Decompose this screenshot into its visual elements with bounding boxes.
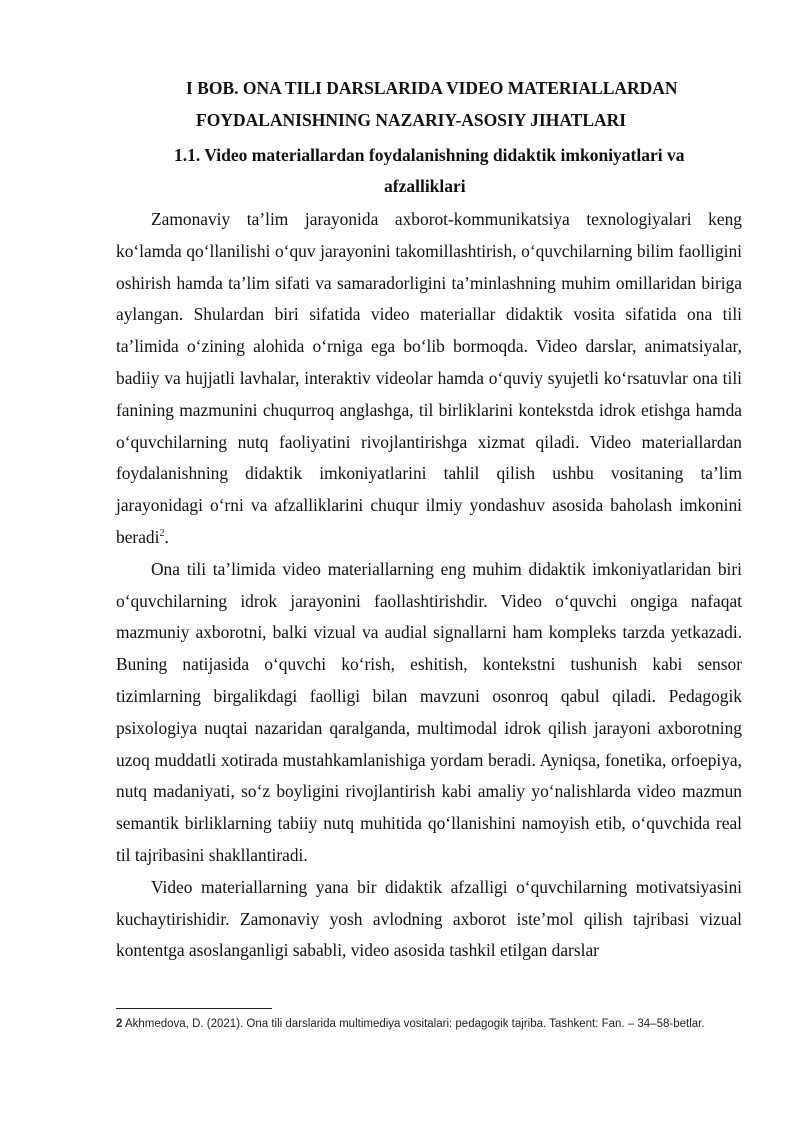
- footnote-text: Akhmedova, D. (2021). Ona tili darslarida multimediya vositalari: pedagogik tajriba. Tashkent: Fan. – 34–58-betlar.: [124, 1018, 705, 1030]
- chapter-title-line-2: FOYDALANISHNING NAZARIY-ASOSIY JIHATLARI: [196, 110, 627, 130]
- paragraph-2: Ona tili ta’limida video materiallarning eng muhim didaktik imkoniyatlaridan biri o‘quvchilarning idrok jarayonini faollashtirishdir. Video o‘quvchi ongiga nafaqat mazmuniy axborotni, balki vizual va audial signallarni ham kompleks tarzda yetkazadi. Buning natijasida o‘quvchi ko‘rish, eshitish, kontekstni tushunish kabi sensor tizimlarning birgalikdagi faolligi bilan mavzuni osonroq qabul qiladi. Pedagogik psixologiya nuqtai nazaridan qaralganda, multimodal idrok qilish jarayoni axborotning uzoq muddatli xotirada mustahkamlanishiga yordam beradi. Ayniqsa, fonetika, orfoepiya, nutq madaniyati, so‘z boyligini rivojlantirish kabi amaliy yo‘nalishlarda video mazmun semantik birliklarning tabiiy nutq muhitida qo‘llanishini namoyish etib, o‘quvchida real til tajribasini shakllantiradi.: [116, 558, 742, 865]
- footnote-separator: [116, 1008, 272, 1009]
- paragraph-1-text: Zamonaviy ta’lim jarayonida axborot-kommunikatsiya texnologiyalari keng ko‘lamda qo‘llanilishi o‘quv jarayonini takomillashtirish, o‘quvchilarning bilim faolligini oshirish hamda ta’lim sifati va samaradorligini ta’minlashning muhim omillaridan biriga aylangan. Shulardan biri sifatida video materiallar didaktik vosita sifatida ona tili ta’limida o‘zining alohida o‘rniga ega bo‘lib bormoqda. Video darslar, animatsiyalar, badiiy va hujjatli lavhalar, interaktiv videolar hamda o‘quviy syujetli ko‘rsatuvlar ona tili fanining mazmunini chuqurroq anglashga, til birliklarini kontekstda idrok etishga hamda o‘quvchilarning nutq faoliyatini rivojlantirishga xizmat qiladi. Video materiallardan foydalanishning didaktik imkoniyatlarini tahlil qilish ushbu vositaning ta’lim jarayonidagi o‘rni va afzalliklarini chuqur ilmiy yondashuv asosida baholash imkonini beradi: [116, 209, 742, 547]
- body-text: [116, 204, 742, 967]
- paragraph-1-end: .: [164, 526, 169, 547]
- footnote-number: 2: [116, 1018, 123, 1030]
- section-title-line-2: afzalliklari: [384, 176, 466, 196]
- section-title-line-1: 1.1. Video materiallardan foydalanishning didaktik imkoniyatlari va: [174, 145, 685, 165]
- paragraph-3: Video materiallarning yana bir didaktik afzalligi o‘quvchilarning motivatsiyasini kuchaytirishidir. Zamonaviy yosh avlodning axborot iste’mol qilish tajribasi vizual kontentga asoslanganligi sababli, video asosida tashkil etilgan darslar: [116, 876, 742, 961]
- paragraph-1: [116, 204, 742, 554]
- footnote-reference[interactable]: 2: [159, 528, 165, 540]
- footnote: [116, 1016, 726, 1032]
- chapter-title-line-1: I BOB. ONA TILI DARSLARIDA VIDEO MATERIALLARDAN: [186, 78, 678, 98]
